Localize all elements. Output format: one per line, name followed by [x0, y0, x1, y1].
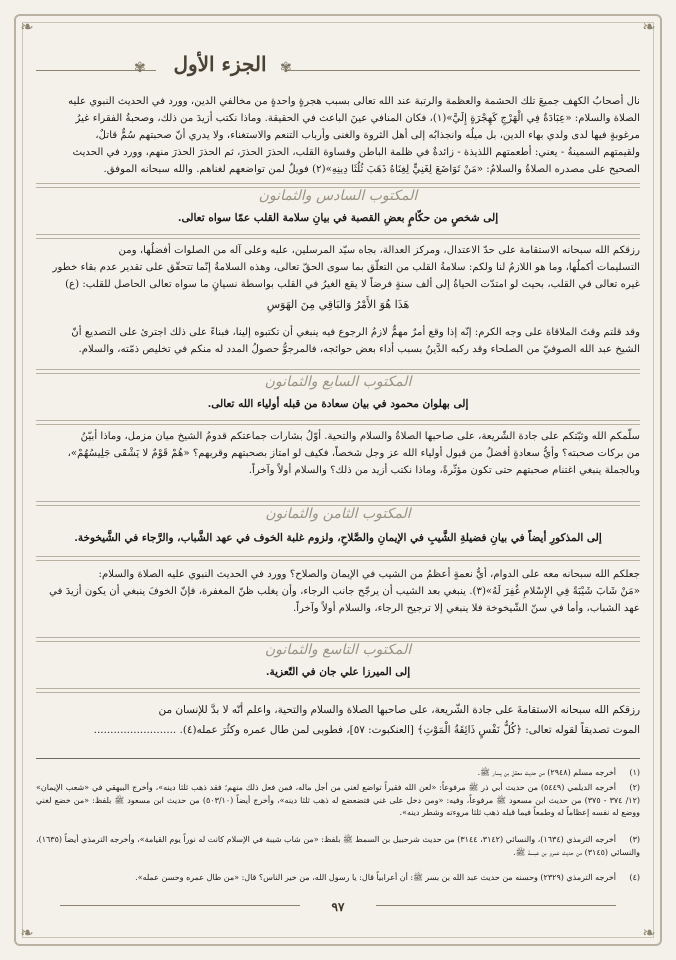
text-line: جعلكم الله سبحانه معه على الدوام، أيُّ نعمةٍ أعظمُ من الشيب في الإيمان والصلاح؟ وورد في الحديث النبوي عليه الصلاة والسلام:: [98, 569, 640, 580]
letter-87-title: المكتوب السابع والثمانون: [264, 374, 412, 390]
header-rule-right: [286, 70, 640, 71]
text-line: الشيخ عبد الله الصوفيّ من الصلحاء وقد ركبه الدَّينُ بسبب أداء بعض حوائجه، فالمرجوُّ حصولُ المدد له منكم في تخليص ذمّته، والسلام.: [78, 344, 640, 355]
corner-ornament-icon: ❧: [20, 17, 34, 36]
text-line: رزقكم الله سبحانه الاستقامة على حدّ الاعتدال، ومركز العدالة، بجاه سيّد المرسلين، عليه وعلى آله من الصلوات أفضلُها، ومن: [118, 245, 640, 256]
footnote: [36, 767, 640, 780]
text-line: التسليمات أكملُها، وما هو اللازمُ لنا ولكم: سلامةُ القلب من التعلّق بما سوى الحقّ تعالى، وهذه السلامةُ إنّما تتحقّق على تقدير عدم بقاء خطور: [52, 262, 640, 273]
letter-88-subtitle: إلى المذكورِ أيضاً في بيانِ فضيلةِ الشَّيبِ في الإيمانِ والصَّلاحِ، ولزوم غلبة الخوف في عهد الشَّباب، والرَّجاء في الشَّيخوخة.: [74, 532, 602, 544]
volume-title: الجزء الأول: [160, 52, 280, 86]
text-line: «مَنْ شَابَ شَيْبَةً فِي الإِسْلامِ غُفِرَ لَهُ»(٣). ينبغي بعد الشيب أن يرجّح جانب الرجاء، وأن يغلب ظنّ المغفرة، فإنّ الخوفَ ينبغي أن يكون أزيدَ في: [49, 586, 640, 597]
footnote-number: (٢): [629, 783, 640, 792]
footnote-number: (١): [629, 768, 640, 777]
text-line: الموت تصديقاً لقوله تعالى: ﴿كُلُّ نَفْسٍ ذَائِقَةُ الْمَوْتِ﴾ [العنكبوت: ٥٧]، فطوبى لمن طال عمره وكثُرَ عمله(٤). .........................: [93, 724, 640, 736]
footnote-number: (٣): [629, 835, 641, 844]
corner-ornament-icon: ❧: [642, 923, 656, 942]
letter-87-body: [36, 428, 640, 479]
letter-86-title: المكتوب السادس والثمانون: [258, 188, 418, 204]
footnote-text: أخرجه الديلمي (٥٤٤٩) من حديث أبي ذر ﷺ مرفوعاً: «لعن الله فقيراً تواضع لغني من أجل ماله، فمن فعل ذلك منهم؛ فقد ذهب ثلثا دينه»، وأخرج البيهقي في «شعب الإيمان» (١٢/ ٣٧٤ - ٣٧٥) من حديث ابن مسعود ﷺ مرفوعاً، وفيه: «ومن دخل على غني فتضعضع له ذهب ثلثا دينه»، وأخرج أيضاً (٥٠٣/١٠) من حديث ابن مسعود ﷺ بلفظ: «من خضع لغني ووضع له نفسه إعظاماً له وطمعاً فيما قبله ذهب ثلثا مروءته وشطر دينه».: [36, 783, 641, 817]
section-divider: [36, 420, 640, 425]
letter-88-body: [36, 566, 640, 617]
header-ornament-icon: ✾: [134, 60, 146, 76]
section-divider: [36, 234, 640, 239]
corner-ornament-icon: ❧: [642, 17, 656, 36]
section-divider: [36, 688, 640, 693]
letter-87-subtitle: إلى بهلوان محمود في بيان سعادة من قبله أولياء الله تعالى.: [207, 398, 469, 410]
letter-88-title: المكتوب الثامن والثمانون: [265, 506, 411, 522]
page-number: ٩٧: [331, 900, 345, 914]
text-line: ولقيمتهم السمينةُ - يعني: أطعمتهم اللذيذة - زائدةٌ في ظلمة الباطن وقساوة القلب، الحذرَ الحذرَ، ثم الحذرَ الحذرَ منهم، وورد في الحديث: [72, 147, 640, 158]
text-line: نال أصحابُ الكهف جميعَ تلك الحشمة والعظمة والرتبة عند الله تعالى بسبب هجرةٍ واحدةٍ من مخالفي الدين، وورد في الحديث النبوي عليه: [68, 96, 640, 107]
footnote-text: أخرجه مسلم (٢٩٤٨) من حديث معقل بن يسار ﷺ.: [477, 768, 616, 777]
section-divider: [36, 556, 640, 561]
footnote-number: (٤): [629, 873, 640, 882]
footnote-rule: [36, 758, 640, 759]
intro-paragraph: [36, 93, 640, 178]
footnote: [36, 872, 640, 885]
letter-86-body: [36, 242, 640, 293]
text-line: من بركات صحبته؟ وأيُّ سعادةٍ أفضلُ من قبول أولياء الله عز وجل شخصاً، فكيف لو امتاز بصحبتهم وقربهم؟ «هُمْ قَوْمٌ لا يَشْقَى جَلِيسُهُمْ»،: [67, 448, 640, 459]
letter-89-subtitle: إلى الميرزا علي جان في التّعزية.: [265, 666, 411, 678]
letter-89-title: المكتوب التاسع والثمانون: [264, 642, 412, 658]
header-ornament-icon: ✾: [280, 60, 292, 76]
text-line: وقد قلتم وقتَ الملاقاة على وجه الكرم: إنّه إذا وقع أمرٌ مهمٌّ لازمُ الرجوع فيه ينبغي أن تكتبوه إلينا، فبناءً على ذلك اجترئ على التصديع أنّ: [71, 327, 640, 338]
footer-rule-left: [60, 905, 300, 906]
text-line: مرغوبةٍ فيها لدى ولدي بهاء الدين، بل ميلُه وانجذابُه إلى أهل الثروة والغنى وأرباب التنعم والاستغناء، ولا يدري أنّ صحبتهم سُمٌّ قاتلٌ،: [95, 130, 640, 141]
text-line: عهد الشباب، وأما في سنّ الشّيخوخة فلا ينبغي إلا ترجيح الرجاء، والسلام أولاً وآخراً.: [292, 603, 640, 614]
text-line: سلّمكم الله وثبّتكم على جادة الشّريعة، على صاحبها الصلاةُ والسلام والتحية. أوّلُ بشارات جماعتكم قدومُ الشيخ ميان مزمل، وماذا أبيّنُ: [80, 431, 640, 442]
letter-86-subtitle: إلى شخصٍ من حكّامٍ بعضِ القصبة في بيانِ سلامة القلب عمّا سواه تعالى.: [177, 212, 499, 224]
footnote: [36, 834, 640, 859]
corner-ornament-icon: ❧: [20, 923, 34, 942]
footnote-text: أخرجه الترمذي (٢٣٢٩) وحسنه من حديث عبد الله بن بسر ﷺ: أن أعرابياً قال: يا رسول الله، من خير الناس؟ قال: «من طال عمره وحسن عمله».: [135, 873, 616, 882]
footnote: [36, 782, 640, 820]
text-line: رزقكم الله سبحانه الاستقامةَ على جادة الشّريعة، على صاحبها الصلاة والسلام والتحية، واعلم أنّه لا بدَّ للإنسان من: [158, 704, 640, 716]
text-line: الصلاة والسلام: «عِبَادَةٌ فِي الْهَرْجِ كَهِجْرَةٍ إِلَيَّ»(١)، فكان المنافي عينَ الباعث في الحقيقة. وماذا نكتب أزيدَ من ذلك، وصحبةُ الفقراء غيرُ: [75, 113, 640, 124]
text-line: الصحيح على مصدره الصلاةُ والسلامُ: «مَنْ تَوَاضَعَ لِغَنِيٍّ لِغِنَاهُ ذَهَبَ ثُلُثَا دِينِهِ»(٢) فويلٌ لمن تواضعهم لغناهم. والله سبحانه الموفق.: [103, 164, 640, 175]
text-line: غيره تعالى في القلب، بحيث لو امتدّت الحياةُ إلى ألف سنةٍ فرضاً لا يقع الغيرُ في القلب بواسطة نسيانٍ ما سواه تعالى الحاصل للقلب: (ع): [65, 279, 640, 290]
letter-86-body-2: [36, 324, 640, 358]
text-line: وبالجملة ينبغي اغتنام صحبتهم حتى تكون مؤثّرةً، وماذا نكتب أزيد من ذلك؟ والسلام أولاً وآخراً.: [248, 465, 640, 476]
poetry-verse: هَذَا هُوَ الأَمْرُ وَالبَاقِي مِنَ الهَوَسِ: [266, 298, 410, 311]
footnote-text: أخرجه الترمذي (١٦٣٤)، والنسائي (٣١٤٢، ٣١٤٤) من حديث شرحبيل بن السمط ﷺ بلفظ: «من شاب شيبة في الإسلام كانت له نوراً يوم القيامة»، وأخرجه الترمذي أيضاً (١٦٣٥)، والنسائي (٣١٤٥) من حديث عمرو بن عبسة ﷺ.: [36, 835, 640, 857]
letter-89-body: [36, 700, 640, 740]
footer-rule-right: [376, 905, 616, 906]
